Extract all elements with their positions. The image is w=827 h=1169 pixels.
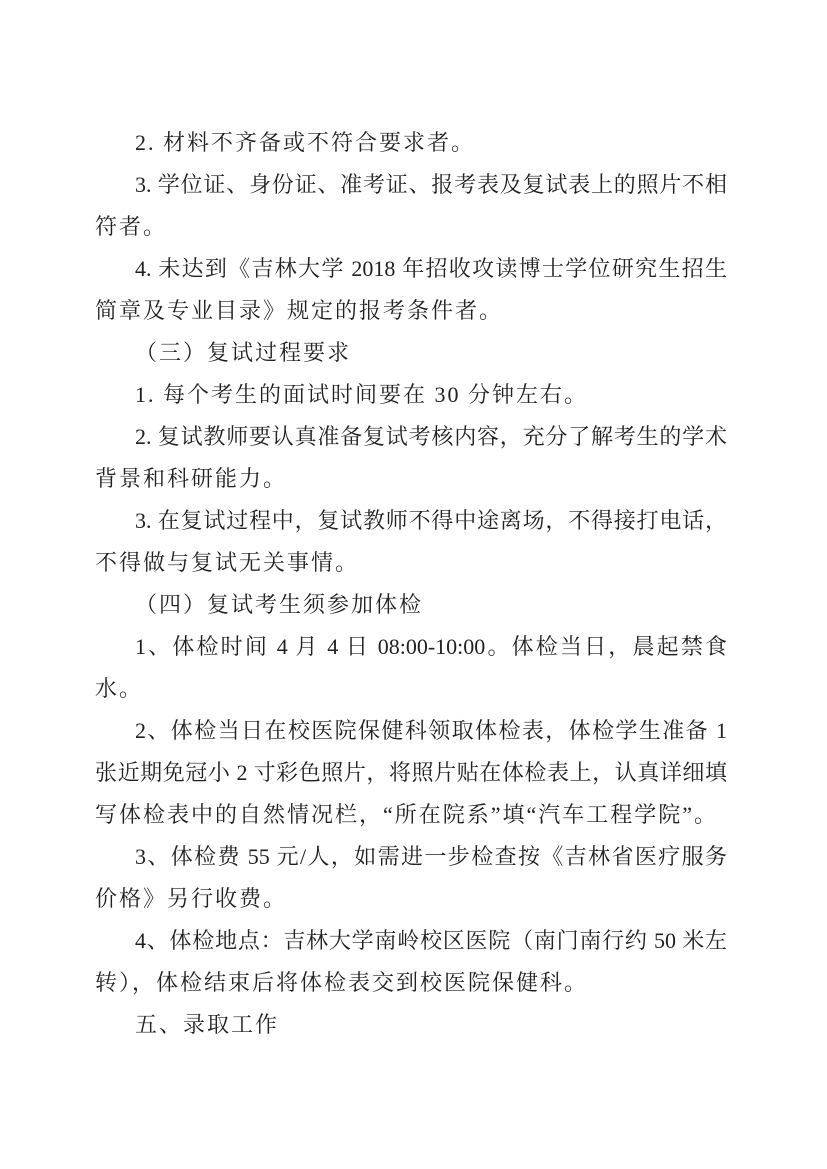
paragraph: [95, 920, 727, 1004]
paragraph: [95, 626, 727, 710]
text-line: 符者。: [95, 214, 168, 239]
text-line: 2. 复试教师要认真准备复试考核内容，充分了解考生的学术: [135, 424, 727, 449]
text-line: （四）复试考生须参加体检: [135, 592, 424, 617]
text-line: 3. 学位证、身份证、准考证、报考表及复试表上的照片不相: [135, 172, 727, 197]
text-line: 2、体检当日在校医院保健科领取体检表，体检学生准备 1: [135, 718, 727, 743]
paragraph: [95, 710, 727, 836]
paragraph: [95, 836, 727, 920]
subsection-heading: [95, 584, 727, 626]
text-line: 3、体检费 55 元/人，如需进一步检查按《吉林省医疗服务: [135, 844, 727, 869]
text-line: 简章及专业目录》规定的报考条件者。: [95, 298, 504, 323]
paragraph: [95, 500, 727, 584]
text-line: 背景和科研能力。: [95, 466, 288, 491]
paragraph: [95, 164, 727, 248]
text-line: 1. 每个考生的面试时间要在 30 分钟左右。: [135, 382, 589, 407]
text-line: 五、录取工作: [135, 1012, 280, 1037]
text-line: （三）复试过程要求: [135, 340, 352, 365]
paragraph: [95, 374, 727, 416]
text-line: 1、体检时间 4 月 4 日 08:00-10:00。体检当日，晨起禁食: [135, 634, 727, 659]
text-line: 张近期免冠小 2 寸彩色照片，将照片贴在体检表上，认真详细填: [95, 760, 727, 785]
paragraph: [95, 416, 727, 500]
text-line: 不得做与复试无关事情。: [95, 550, 360, 575]
section-heading: [95, 1004, 727, 1046]
text-line: 4. 未达到《吉林大学 2018 年招收攻读博士学位研究生招生: [135, 256, 727, 281]
text-line: 4、体检地点：吉林大学南岭校区医院（南门南行约 50 米左: [135, 928, 727, 953]
text-line: 价格》另行收费。: [95, 886, 288, 911]
text-line: 3. 在复试过程中，复试教师不得中途离场，不得接打电话，: [135, 508, 727, 533]
text-line: 转），体检结束后将体检表交到校医院保健科。: [95, 970, 589, 995]
paragraph: [95, 248, 727, 332]
text-line: 写体检表中的自然情况栏，“所在院系”填“汽车工程学院”。: [95, 802, 719, 827]
text-line: 2. 材料不齐备或不符合要求者。: [135, 130, 476, 155]
text-line: 水。: [95, 676, 144, 701]
subsection-heading: [95, 332, 727, 374]
paragraph: [95, 122, 727, 164]
